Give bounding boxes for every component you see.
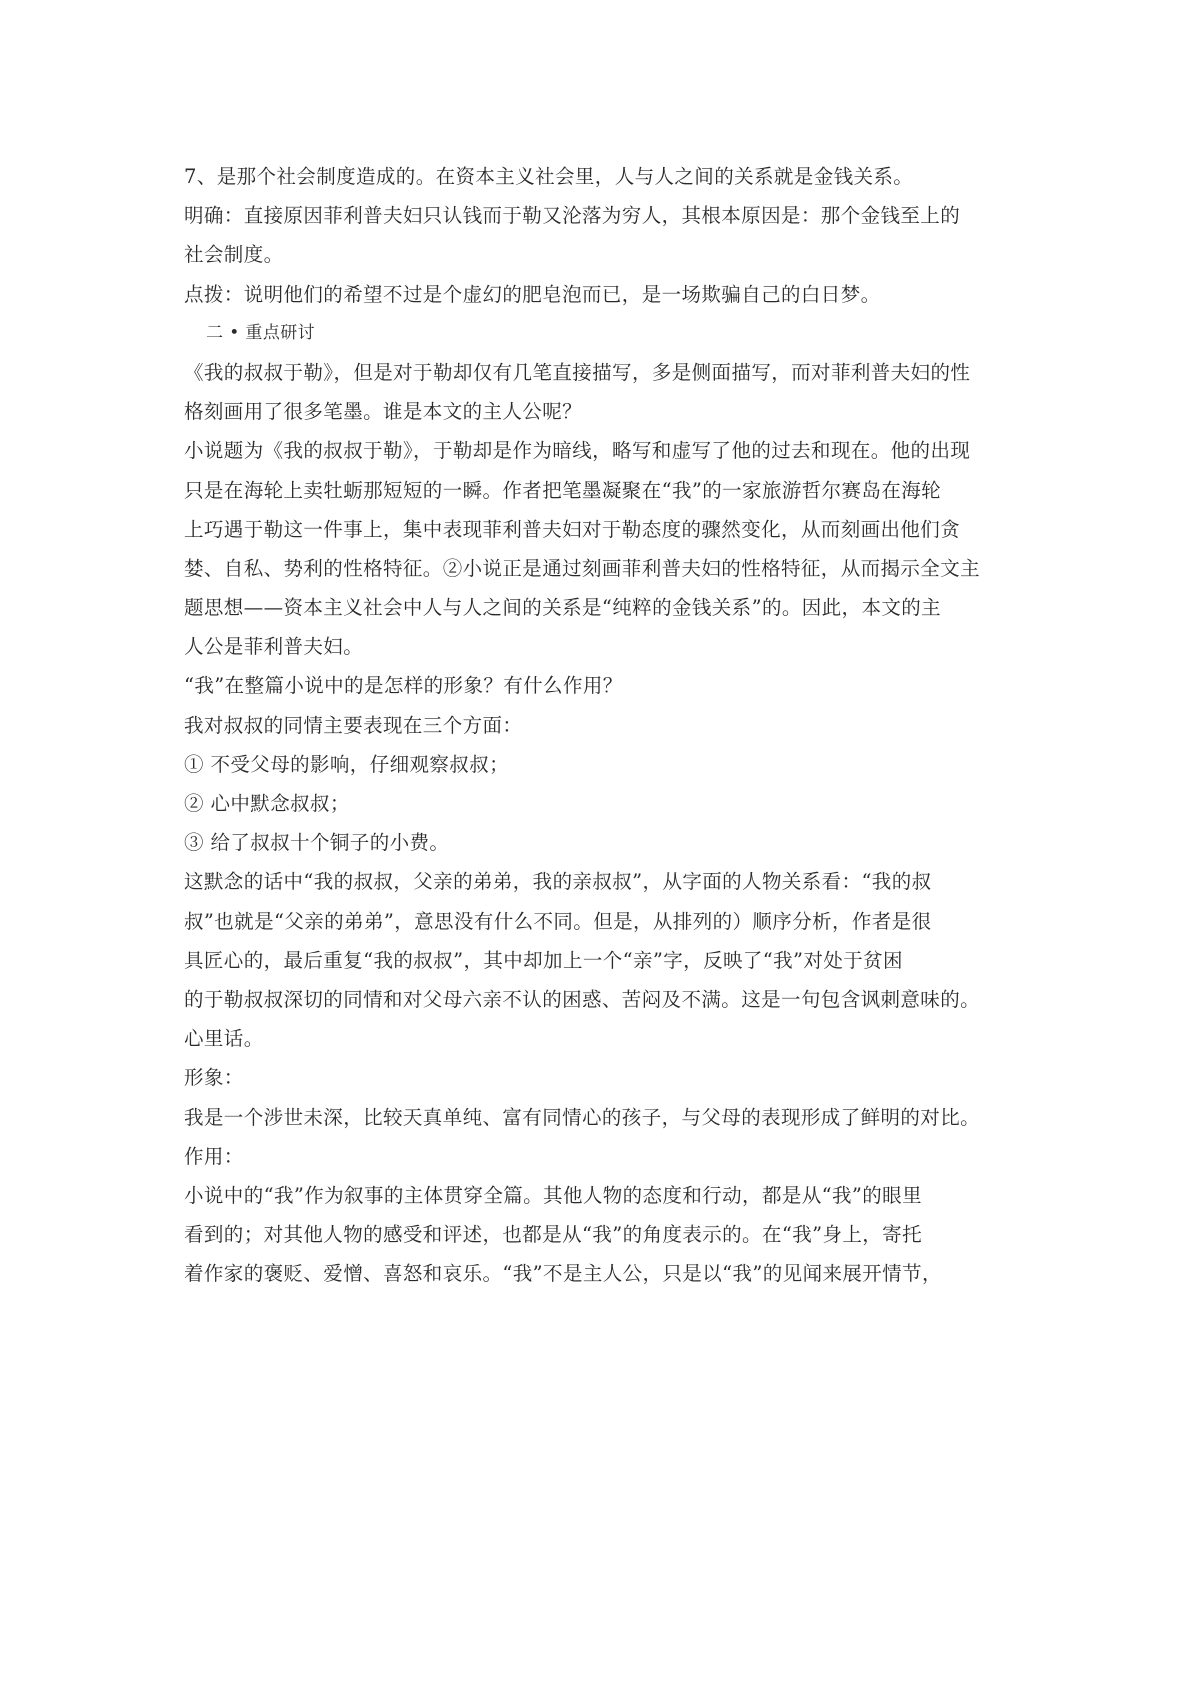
text-line: 的于勒叔叔深切的同情和对父母六亲不认的困惑、苦闷及不满。这是一句包含讽刺意味的。 [184,987,981,1011]
text-line: 具匠心的，最后重复“我的叔叔”，其中却加上一个“亲”字，反映了“我”对处于贫困 [184,948,903,972]
text-line: 形象： [184,1066,244,1090]
section-heading: 二 • 重点研讨 [206,322,316,343]
text-line: 格刻画用了很多笔墨。谁是本文的主人公呢？ [184,400,583,424]
text-line: 作用： [184,1144,244,1168]
text-line: 着作家的褒贬、爱憎、喜怒和哀乐。“我”不是主人公，只是以“我”的见闻来展开情节， [184,1262,942,1286]
text-line: ① 不受父母的影响，仔细观察叔叔； [184,752,509,776]
text-line: 只是在海轮上卖牡蛎那短短的一瞬。作者把笔墨凝聚在“我”的一家旅游哲尔赛岛在海轮 [184,478,942,502]
text-line: 这默念的话中“我的叔叔，父亲的弟弟，我的亲叔叔”，从字面的人物关系看：“我的叔 [184,870,932,894]
text-line: 小说题为《我的叔叔于勒》，于勒却是作为暗线，略写和虚写了他的过去和现在。他的出现 [184,439,971,463]
document-body [184,157,1024,1293]
text-line: 上巧遇于勒这一件事上，集中表现菲利普夫妇对于勒态度的骤然变化，从而刻画出他们贪 [184,517,961,541]
text-line: 社会制度。 [184,243,284,267]
text-line: 看到的；对其他人物的感受和评述，也都是从“我”的角度表示的。在“我”身上，寄托 [184,1223,922,1247]
text-line: ② 心中默念叔叔； [184,792,350,815]
text-line: 小说中的“我”作为叙事的主体贯穿全篇。其他人物的态度和行动，都是从“我”的眼里 [184,1183,922,1207]
text-line: 叔”也就是“父亲的弟弟”，意思没有什么不同。但是，从排列的）顺序分析，作者是很 [184,909,932,933]
text-line: “我”在整篇小说中的是怎样的形象？有什么作用？ [184,674,623,698]
text-line: 明确：直接原因菲利普夫妇只认钱而于勒又沦落为穷人，其根本原因是：那个金钱至上的 [184,204,961,228]
text-line: 《我的叔叔于勒》，但是对于勒却仅有几笔直接描写，多是侧面描写，而对菲利普夫妇的性 [184,360,971,384]
text-line: 心里话。 [184,1027,264,1051]
text-line: 7、是那个社会制度造成的。在资本主义社会里，人与人之间的关系就是金钱关系。 [184,165,914,188]
text-line: 题思想——资本主义社会中人与人之间的关系是“纯粹的金钱关系”的。因此，本文的主 [184,596,942,620]
text-line: 点拨：说明他们的希望不过是个虚幻的肥皂泡而已，是一场欺骗自己的白日梦。 [184,282,881,306]
text-line: ③ 给了叔叔十个铜子的小费。 [184,831,450,855]
text-line: 人公是菲利普夫妇。 [184,635,364,659]
text-line: 我是一个涉世未深，比较天真单纯、富有同情心的孩子，与父母的表现形成了鲜明的对比。 [184,1105,981,1129]
text-line: 婪、自私、势利的性格特征。②小说正是通过刻画菲利普夫妇的性格特征，从而揭示全文主 [184,556,981,580]
text-line: 我对叔叔的同情主要表现在三个方面： [184,713,523,737]
